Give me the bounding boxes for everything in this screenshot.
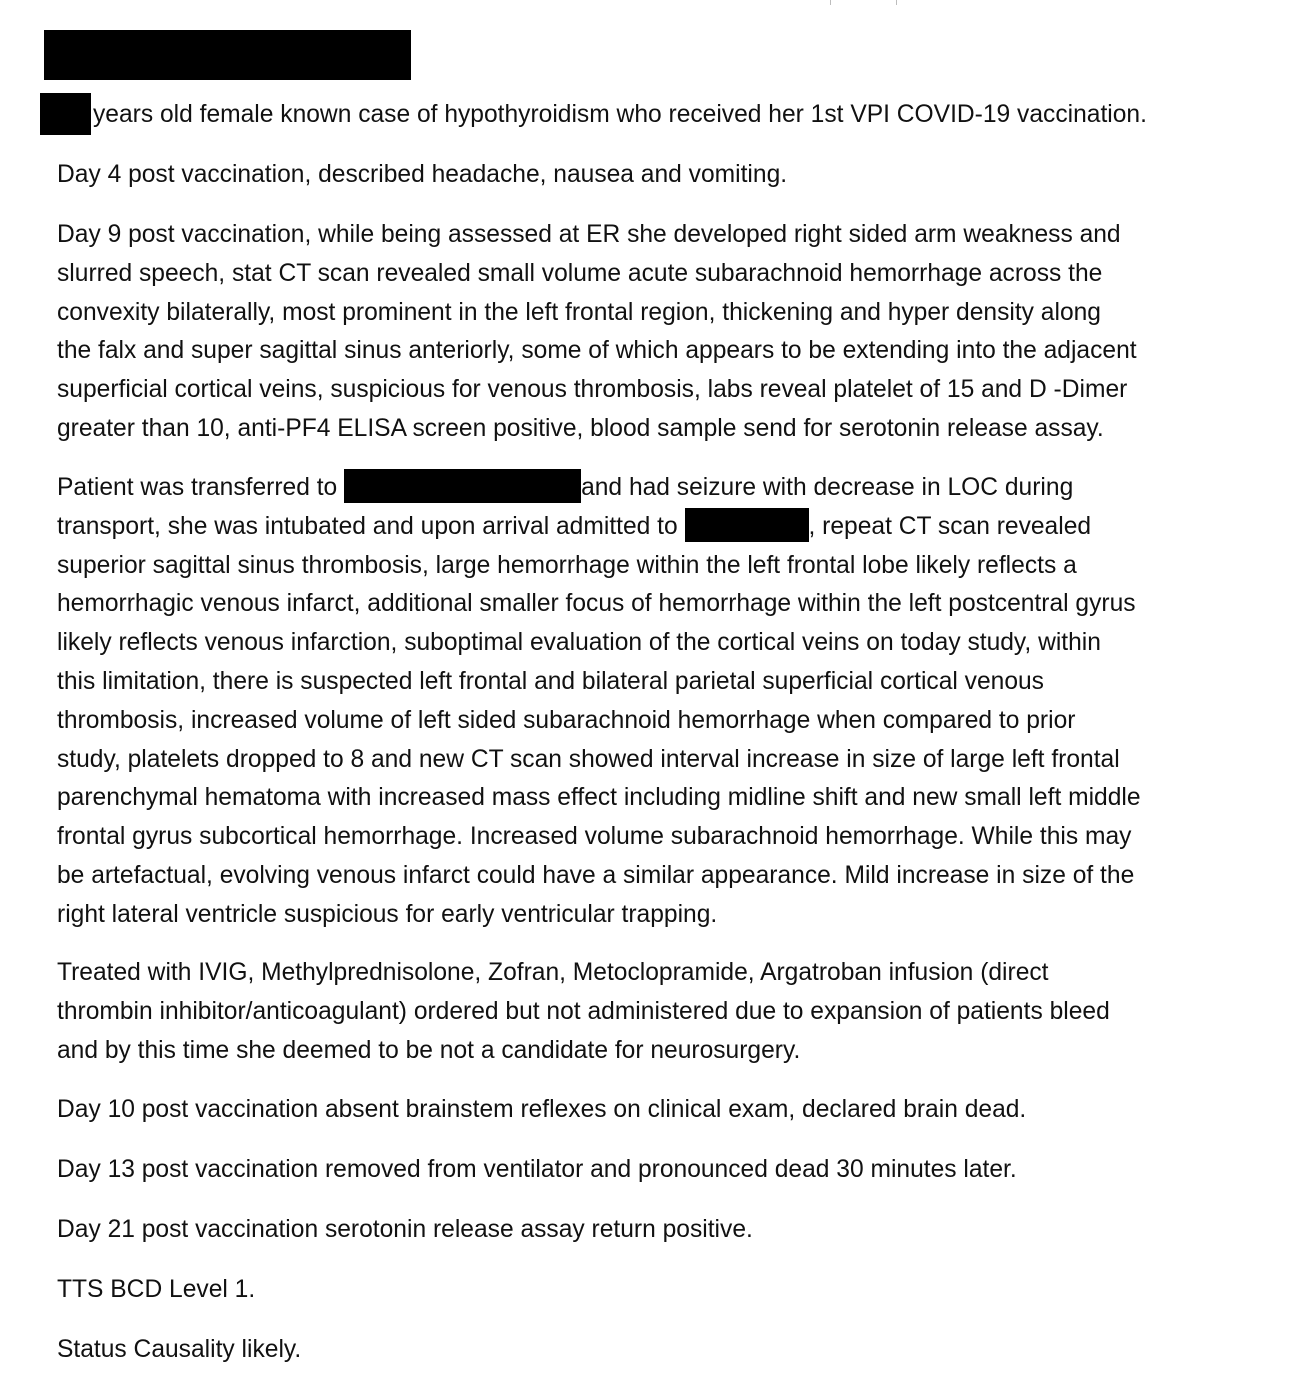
treatment-line: Treated with IVIG, Methylprednisolone, Zofran, Metoclopramide, Argatroban infusion (direct [57,959,1049,986]
day9-line: Day 9 post vaccination, while being assessed at ER she developed right sided arm weakness and [57,221,1121,248]
age-redaction-block [40,93,91,135]
day21-text: Day 21 post vaccination serotonin release assay return positive. [57,1216,753,1243]
edge-tick [896,0,897,5]
treatment-line: thrombin inhibitor/anticoagulant) ordered but not administered due to expansion of patients bleed [57,997,1110,1025]
facility-redaction-block [344,469,581,503]
transfer-paragraph [57,469,1272,935]
transfer-line: be artefactual, evolving venous infarct could have a similar appearance. Mild increase in size of the [57,861,1135,889]
unit-redaction-block [685,508,809,542]
causality-status-text: Status Causality likely. [57,1336,302,1363]
transfer-line-2-end: , repeat CT scan revealed [808,512,1092,540]
transfer-line: parenchymal hematoma with increased mass effect including midline shift and new small left middle [57,784,1141,812]
transfer-line: thrombosis, increased volume of left sided subarachnoid hemorrhage when compared to prior [57,706,1076,734]
tts-level-text: TTS BCD Level 1. [57,1276,256,1303]
transfer-line-1-end: and had seizure with decrease in LOC during [581,474,1074,501]
header-redaction-block [44,30,411,80]
transfer-line: likely reflects venous infarction, suboptimal evaluation of the cortical veins on today study, within [57,629,1101,657]
day9-line: greater than 10, anti-PF4 ELISA screen positive, blood sample send for serotonin release assay. [57,414,1104,442]
transfer-line: right lateral ventricle suspicious for early ventricular trapping. [57,900,718,928]
day9-line: slurred speech, stat CT scan revealed small volume acute subarachnoid hemorrhage across the [57,259,1103,287]
intro-text: years old female known case of hypothyroidism who received her 1st VPI COVID-19 vaccination. [93,101,1147,128]
top-edge-marks [0,0,1316,6]
transfer-line: superior sagittal sinus thrombosis, large hemorrhage within the left frontal lobe likely reflects a [57,551,1077,579]
day10-text: Day 10 post vaccination absent brainstem reflexes on clinical exam, declared brain dead. [57,1096,1027,1123]
treatment-line: and by this time she deemed to be not a candidate for neurosurgery. [57,1036,801,1064]
transfer-line: hemorrhagic venous infarct, additional smaller focus of hemorrhage within the left postcentral gyrus [57,590,1136,618]
day9-line: convexity bilaterally, most prominent in the left frontal region, thickening and hyper density along [57,298,1101,326]
transfer-line-2 [57,508,1272,547]
day13-text: Day 13 post vaccination removed from ventilator and pronounced dead 30 minutes later. [57,1156,1017,1183]
day9-line: superficial cortical veins, suspicious for venous thrombosis, labs reveal platelet of 15 and D -Dimer [57,376,1128,404]
day4-text: Day 4 post vaccination, described headache, nausea and vomiting. [57,161,788,188]
transfer-line: frontal gyrus subcortical hemorrhage. Increased volume subarachnoid hemorrhage. While this may [57,823,1132,851]
transfer-line-1-start: Patient was transferred to [57,474,345,501]
transfer-line: study, platelets dropped to 8 and new CT scan showed interval increase in size of large left frontal [57,745,1120,773]
treatment-paragraph [57,954,1272,1070]
edge-tick [830,0,831,5]
day9-paragraph [57,216,1272,449]
transfer-line: this limitation, there is suspected left frontal and bilateral parietal superficial cortical venous [57,667,1044,695]
day9-line: the falx and super sagittal sinus anteriorly, some of which appears to be extending into the adjacent [57,337,1137,365]
transfer-line-1 [57,469,1272,508]
transfer-line-2-start: transport, she was intubated and upon arrival admitted to [57,512,685,540]
